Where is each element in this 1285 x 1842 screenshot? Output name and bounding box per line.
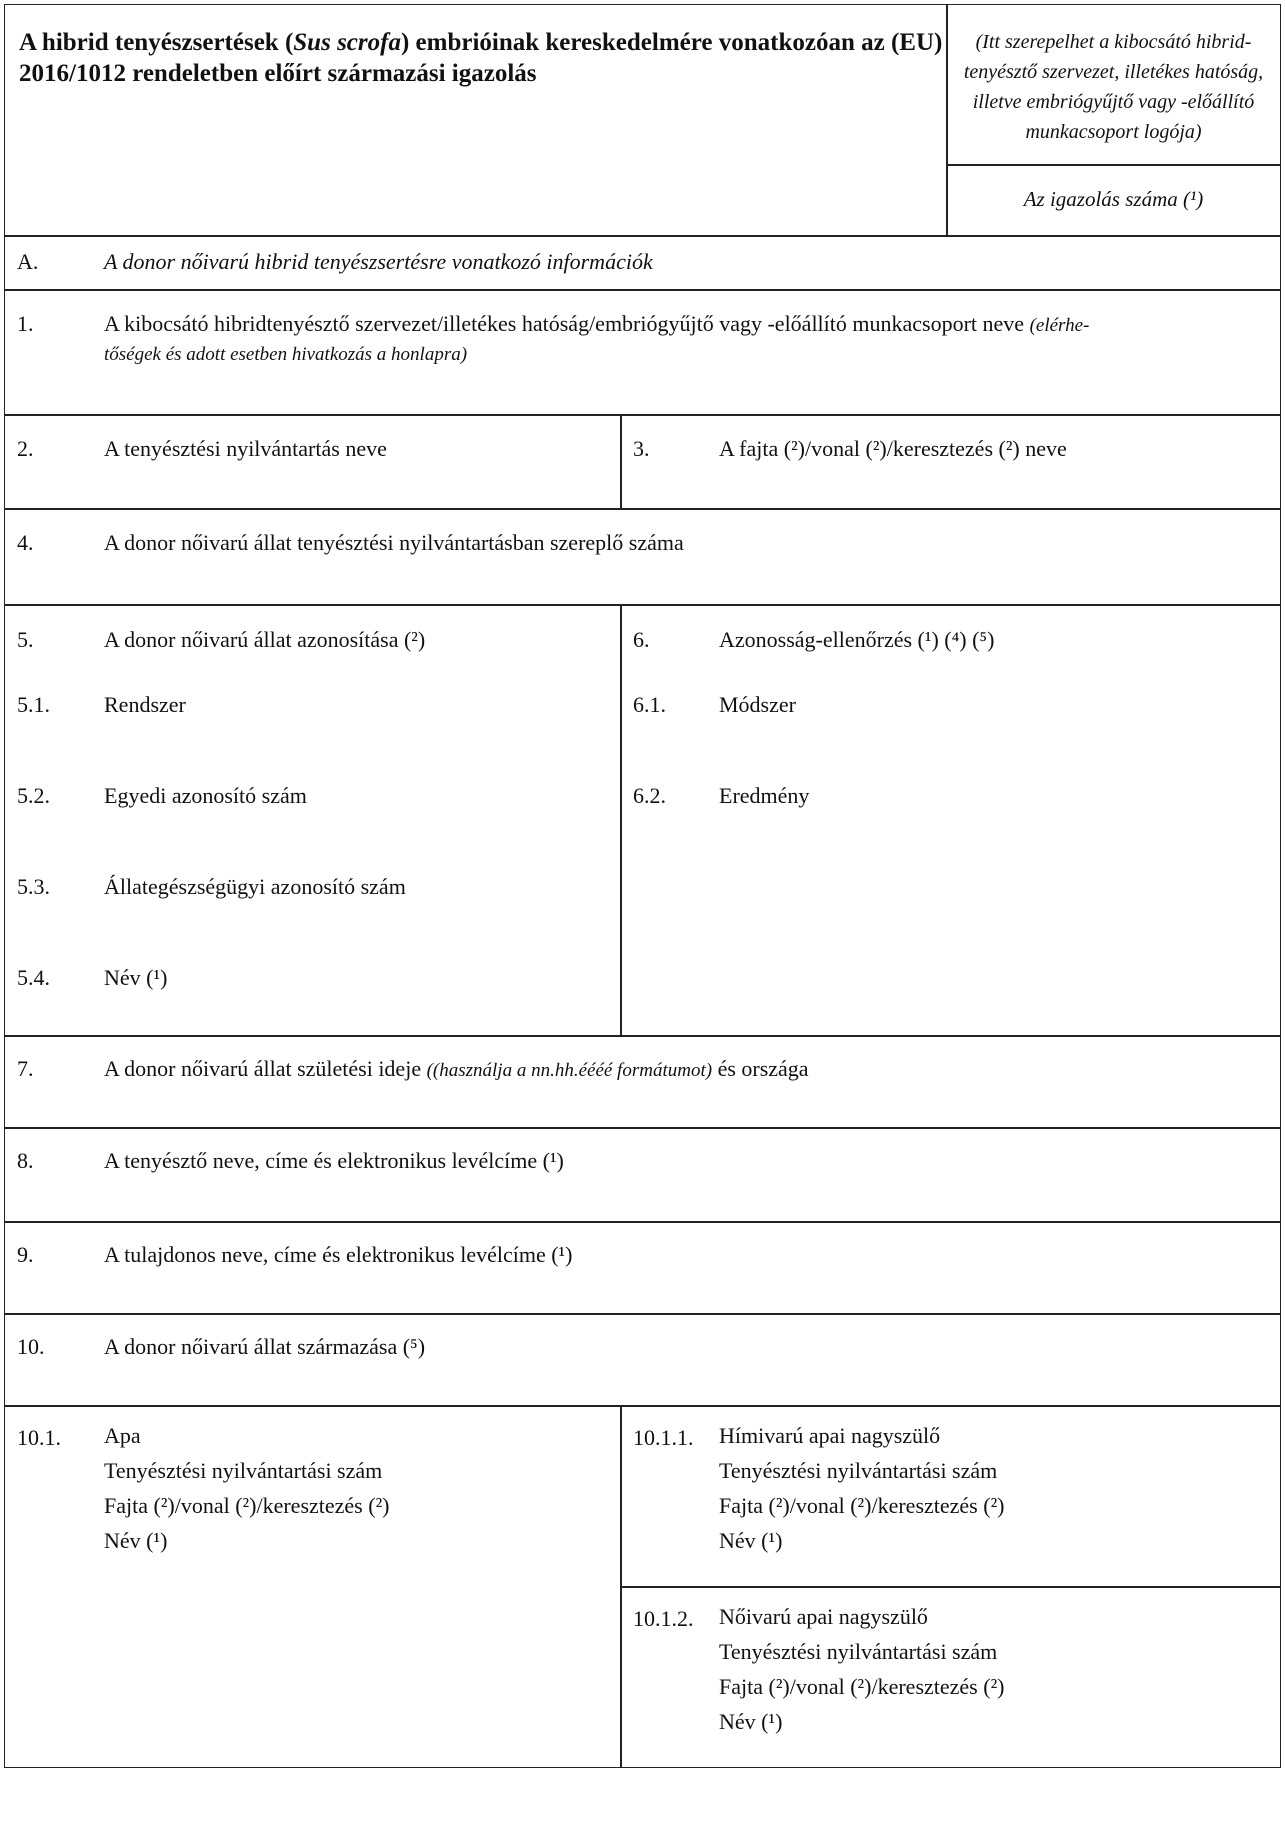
title-species: Sus scrofa (293, 29, 401, 56)
field-note: ((használja a nn.hh.éééé formátumot) (426, 1060, 713, 1081)
title-text-end: ) embrióinak kereskedelmére vonatkozóan az (EU) 2016/1012 rendeletben előírt származási igazolás (19, 29, 943, 87)
field-10 (4, 1313, 1281, 1407)
field-1 (4, 289, 1281, 416)
field-10-1-2 (620, 1586, 1281, 1768)
registry-number-label: Tenyésztési nyilvántartási szám (719, 1639, 998, 1664)
field-label: A tenyésztő neve, címe és elektronikus levélcíme (¹) (104, 1148, 564, 1173)
field-label: A fajta (²)/vonal (²)/keresztezés (²) neve (719, 436, 1067, 461)
field-number: 5.2. (17, 783, 50, 808)
breed-label: Fajta (²)/vonal (²)/keresztezés (²) (104, 1493, 390, 1518)
section-label: A donor nőivarú hibrid tenyészsertésre vonatkozó információk (104, 249, 653, 274)
name-label: Név (¹) (104, 1528, 168, 1553)
field-number: 10.1.1. (633, 1425, 694, 1450)
field-number: 9. (17, 1242, 34, 1267)
breed-label: Fajta (²)/vonal (²)/keresztezés (²) (719, 1674, 1005, 1699)
section-number: A. (17, 249, 39, 274)
field-note: (elérhe- (1029, 315, 1090, 336)
field-10-1-1 (620, 1405, 1281, 1588)
field-number: 4. (17, 530, 34, 555)
field-9 (4, 1221, 1281, 1315)
title-cell (4, 4, 948, 237)
field-label: A donor nőivarú állat azonosítása (²) (104, 627, 426, 652)
section-a (4, 235, 1281, 291)
field-label: Egyedi azonosító szám (104, 783, 307, 808)
field-number: 5.4. (17, 965, 50, 990)
registry-number-label: Tenyésztési nyilvántartási szám (104, 1458, 383, 1483)
field-note-cont: tőségek és adott esetben hivatkozás a honlapra) (104, 344, 468, 365)
field-label (104, 311, 1089, 337)
field-label: A tulajdonos neve, címe és elektronikus levélcíme (¹) (104, 1242, 573, 1267)
field-10-1 (4, 1405, 622, 1768)
field-4 (4, 508, 1281, 606)
certificate-number-label: Az igazolás száma (¹) (1023, 187, 1204, 211)
field-label: Név (¹) (104, 965, 168, 990)
field-number: 3. (633, 436, 650, 461)
name-label: Név (¹) (719, 1528, 783, 1553)
field-label: Állategészségügyi azonosító szám (104, 874, 406, 899)
title-text: A hibrid tenyészsertések ( (19, 29, 294, 56)
field-label: A donor nőivarú állat tenyésztési nyilvántartásban szereplő száma (104, 530, 684, 555)
field-number: 2. (17, 436, 34, 461)
breed-label: Fajta (²)/vonal (²)/keresztezés (²) (719, 1493, 1005, 1518)
field-7 (4, 1035, 1281, 1129)
field-label: A tenyésztési nyilvántartás neve (104, 436, 387, 461)
field-number: 1. (17, 311, 34, 336)
field-number: 6.2. (633, 783, 666, 808)
field-number: 7. (17, 1056, 34, 1081)
field-number: 8. (17, 1148, 34, 1173)
name-label: Név (¹) (719, 1709, 783, 1734)
field-number: 6.1. (633, 692, 666, 717)
field-label: Rendszer (104, 692, 186, 717)
field-label: Eredmény (719, 783, 810, 808)
field-2 (4, 414, 622, 510)
field-label: Azonosság-ellenőrzés (¹) (⁴) (⁵) (719, 627, 995, 652)
paternal-grandsire-label: Hímivarú apai nagyszülő (719, 1423, 941, 1448)
field-label-text: A donor nőivarú állat születési ideje (104, 1056, 422, 1081)
field-8 (4, 1127, 1281, 1223)
field-label-text: A kibocsátó hibridtenyésztő szervezet/illetékes hatóság/embriógyűjtő vagy -előállító munkacsoport neve (104, 311, 1025, 336)
field-number: 6. (633, 627, 650, 652)
registry-number-label: Tenyésztési nyilvántartási szám (719, 1458, 998, 1483)
certificate-number-cell (946, 164, 1281, 237)
field-number: 10.1. (17, 1425, 61, 1450)
field-3 (620, 414, 1281, 510)
field-6 (620, 604, 1281, 1037)
logo-cell (946, 4, 1281, 166)
field-label-tail: és országa (717, 1056, 809, 1081)
field-label: A donor nőivarú állat származása (⁵) (104, 1334, 426, 1359)
field-number: 5. (17, 627, 34, 652)
field-label (104, 1056, 809, 1082)
sire-label: Apa (104, 1423, 141, 1448)
field-number: 5.3. (17, 874, 50, 899)
field-number: 5.1. (17, 692, 50, 717)
field-number: 10.1.2. (633, 1606, 694, 1631)
field-label: Módszer (719, 692, 796, 717)
logo-placeholder-note: (Itt szerepelhet a kibocsátó hibrid-tenyésztő szervezet, illetékes hatóság, illetve embriógyűjtő vagy -előállító munkacsoport logója) (963, 31, 1264, 143)
document-title (19, 27, 944, 89)
paternal-granddam-label: Nőivarú apai nagyszülő (719, 1604, 928, 1629)
field-5 (4, 604, 622, 1037)
field-number: 10. (17, 1334, 45, 1359)
